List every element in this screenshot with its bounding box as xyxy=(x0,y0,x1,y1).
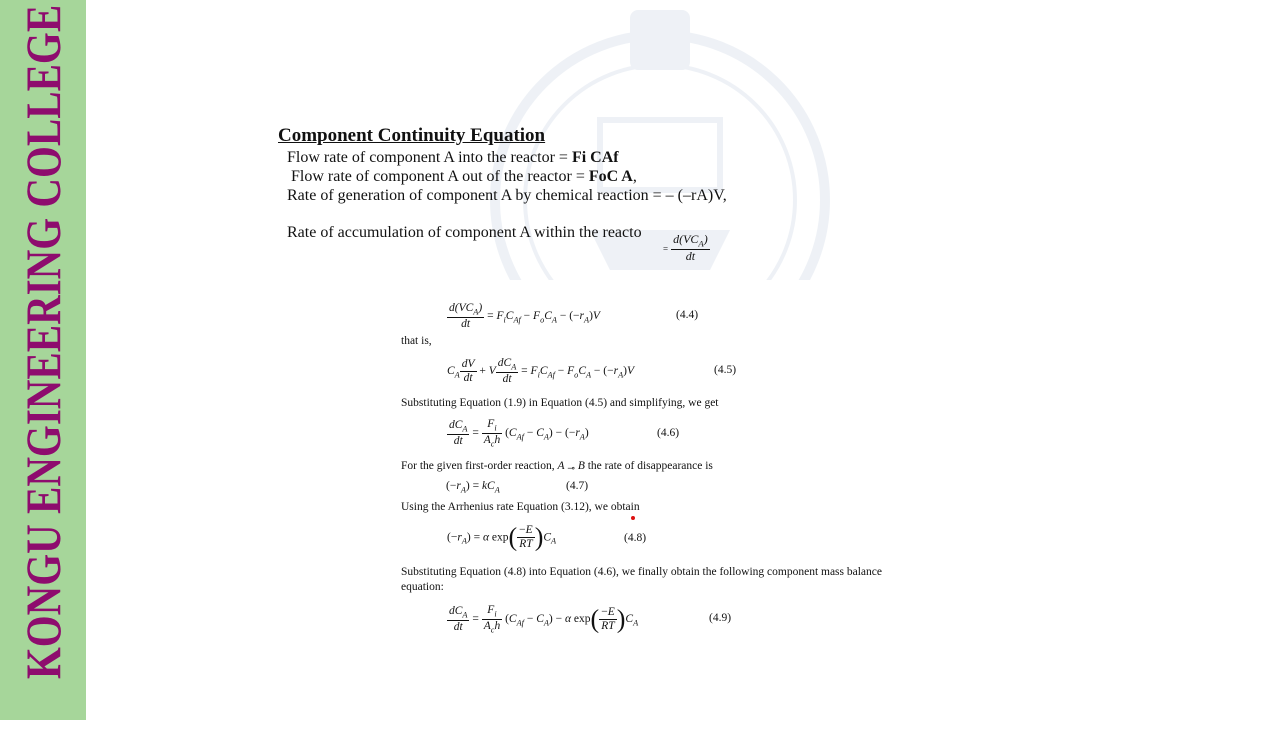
generation-line: Rate of generation of component A by chemical reaction = – (–rA)V, xyxy=(287,187,727,204)
accumulation-line: Rate of accumulation of component A within the reacto xyxy=(287,224,642,241)
eq-number-4-7: (4.7) xyxy=(566,480,589,492)
that-is-text: that is, xyxy=(401,335,432,347)
inflow-line: Flow rate of component A into the reactor = Fi CAf xyxy=(287,149,619,166)
eq-number-4-8: (4.8) xyxy=(624,532,647,544)
equation-4-6: $\frac{dC_A}{dt}$ = $\frac{F_i}{A_ch}$ $(C_{Af} - C_A) - (-r_A)$ xyxy=(449,418,589,449)
arrhenius-text: Using the Arrhenius rate Equation (3.12), we obtain xyxy=(401,501,640,513)
equation-word: equation: xyxy=(401,581,444,593)
eq-number-4-6: (4.6) xyxy=(657,427,680,439)
equation-4-4: $\frac{d(VC_A)}{dt}$ = $F_iC_{Af} - F_oC_A - (-r_A)V$ xyxy=(449,302,600,330)
eq-number-4-5: (4.5) xyxy=(714,364,737,376)
first-order-text: For the given first-order reaction, A ⊸ B the rate of disappearance is xyxy=(401,460,713,473)
accumulation-fraction: = $\frac{d(VC_A)}{dt}$ xyxy=(663,232,708,264)
equation-4-5: $C_A$ $\frac{dV}{dt}$ + V $\frac{dC_A}{dt}$ = $F_iC_{Af} - F_oC_A - (-r_A)V$ xyxy=(447,357,635,385)
substituting-text-1: Substituting Equation (1.9) in Equation (4.5) and simplifying, we get xyxy=(401,397,719,409)
eq-number-4-4: (4.4) xyxy=(676,309,699,321)
eq-number-4-9: (4.9) xyxy=(709,612,732,624)
equation-4-8: $(-r_A) = \alpha$ exp( $\frac{-E}{RT}$ )$C_A$ xyxy=(447,522,557,552)
outflow-line: Flow rate of component A out of the reactor = FoC A, xyxy=(291,168,637,185)
college-name: KONGU ENGINEERING COLLEGE xyxy=(15,4,71,680)
equation-4-9: $\frac{dC_A}{dt}$ = $\frac{F_i}{A_ch}$ $(C_{Af} - C_A) - \alpha$ exp( $\frac{-E}{RT}$ )$C_A$ xyxy=(449,604,639,635)
substituting-text-2: Substituting Equation (4.8) into Equation (4.6), we finally obtain the following component mass balance xyxy=(401,566,882,578)
college-sidebar xyxy=(0,0,86,720)
page-title: Component Continuity Equation xyxy=(278,125,546,146)
equation-4-7: $(-r_A) = kC_A$ xyxy=(446,480,500,495)
red-dot-marker xyxy=(631,516,635,520)
